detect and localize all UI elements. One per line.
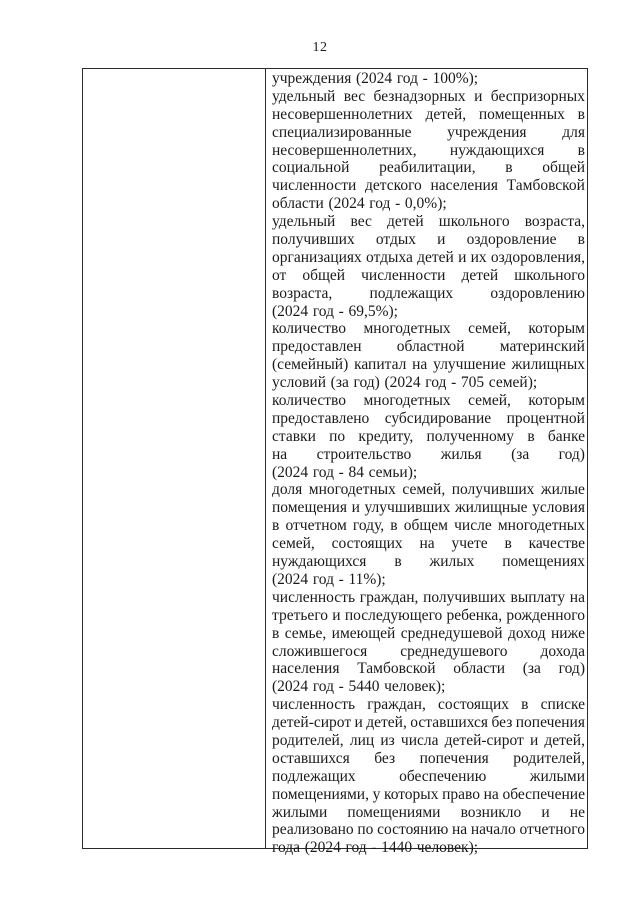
text-line: (2024 год - 84 семьи); [272, 463, 418, 481]
text-line: организациях отдыха детей и их оздоровления, [272, 248, 585, 266]
text-line: третьего и последующего ребенка, рожденного [272, 606, 585, 624]
text-line: доля многодетных семей, получивших жилые [272, 481, 585, 499]
text-line: условий (за год) (2024 год - 705 семей); [272, 374, 538, 392]
text-line: подлежащих обеспечению жилыми [272, 767, 585, 785]
text-line: (2024 год - 69,5%); [272, 302, 398, 320]
text-line: учреждения (2024 год - 100%); [272, 70, 479, 87]
text-line: социальной реабилитации, в общей [272, 159, 585, 177]
text-line: численность граждан, состоящих в списке [272, 696, 585, 714]
text-line: помещениями, у которых право на обеспечение [272, 785, 585, 803]
text-line: семей, состоящих на учете в качестве [272, 535, 585, 553]
text-line: получивших отдых и оздоровление в [272, 231, 585, 249]
text-line: ставки по кредиту, полученному в банке [272, 427, 585, 445]
text-line: оставшихся без попечения родителей, [272, 749, 585, 767]
text-line: области (2024 год - 0,0%); [272, 195, 447, 213]
text-line: нуждающихся в жилых помещениях [272, 553, 585, 571]
text-line: специализированные учреждения для [272, 123, 585, 141]
text-line: численность граждан, получивших выплату на [272, 588, 585, 606]
text-line: от общей численности детей школьного [272, 266, 585, 284]
text-line: года (2024 год - 1440 человек); [272, 839, 479, 857]
text-line: возраста, подлежащих оздоровлению [272, 284, 585, 302]
text-line: несовершеннолетних, нуждающихся в [272, 141, 585, 159]
text-line: (семейный) капитал на улучшение жилищных [272, 356, 585, 374]
text-line: предоставлен областной материнский [272, 338, 585, 356]
text-line: на строительство жилья (за год) [272, 445, 585, 463]
text-line: несовершеннолетних детей, помещенных в [272, 105, 585, 123]
text-line: детей-сирот и детей, оставшихся без попечения [272, 714, 585, 732]
text-line: (2024 год - 5440 человек); [272, 678, 446, 696]
text-line: жилыми помещениями возникло и не [272, 803, 585, 821]
text-line: удельный вес детей школьного возраста, [272, 213, 585, 231]
text-line: реализовано по состоянию на начало отчетного [272, 821, 585, 839]
text-line: предоставлено субсидирование процентной [272, 409, 585, 427]
text-line: населения Тамбовской области (за год) [272, 660, 585, 678]
text-line: количество многодетных семей, которым [272, 392, 585, 410]
page-number: 12 [312, 40, 328, 55]
text-line: в семье, имеющей среднедушевой доход ниже [272, 624, 585, 642]
text-line: численности детского населения Тамбовской [272, 177, 585, 195]
document-table [82, 68, 588, 857]
text-line: удельный вес безнадзорных и беспризорных [272, 87, 585, 105]
text-line: (2024 год - 11%); [272, 570, 386, 588]
text-line: в отчетном году, в общем числе многодетных [272, 517, 585, 535]
table-left-cell [83, 69, 266, 848]
text-line: родителей, лиц из числа детей-сирот и детей, [272, 731, 585, 749]
text-line: количество многодетных семей, которым [272, 320, 585, 338]
text-line: помещения и улучшивших жилищные условия [272, 499, 585, 517]
text-line: сложившегося среднедушевого дохода [272, 642, 585, 660]
table-right-cell [266, 69, 587, 857]
